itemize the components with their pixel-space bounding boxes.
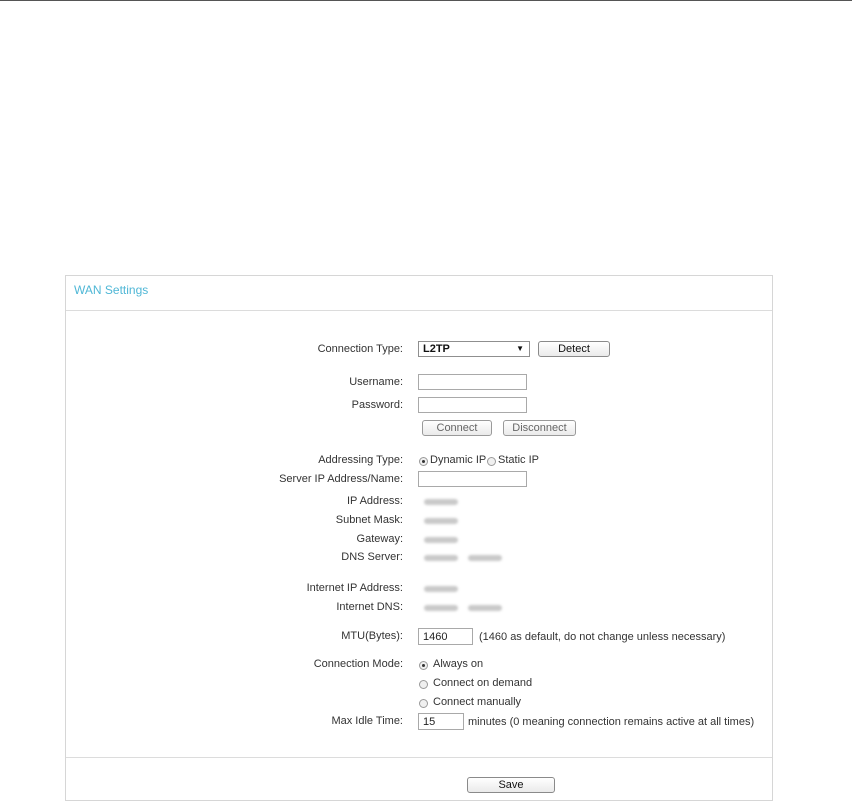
gateway-value-redacted [424,537,458,543]
ip-address-value-redacted [424,499,458,505]
connect-on-demand-label: Connect on demand [433,677,533,689]
internet-primary-dns-redacted [424,605,458,611]
footer-divider [66,757,772,758]
connect-manually-radio[interactable] [419,699,428,708]
always-on-label: Always on [433,658,484,670]
addressing-type-label: Addressing Type: [318,454,403,466]
detect-button[interactable]: Detect [538,341,610,357]
save-button[interactable]: Save [467,777,555,793]
static-ip-label: Static IP [498,454,539,466]
subnet-mask-value-redacted [424,518,458,524]
secondary-dns-value-redacted [468,555,502,561]
connection-mode-label: Connection Mode: [313,658,403,670]
dynamic-ip-label: Dynamic IP [430,454,487,466]
subnet-mask-label: Subnet Mask: [335,514,403,526]
max-idle-time-hint: minutes (0 meaning connection remains active at all times) [468,716,755,728]
connection-type-value: L2TP [423,343,450,355]
disconnect-button[interactable]: Disconnect [503,420,576,436]
connection-type-select[interactable] [418,341,530,357]
username-label: Username: [349,376,403,388]
max-idle-time-label: Max Idle Time: [331,715,403,727]
static-ip-radio[interactable] [487,457,496,466]
internet-secondary-dns-redacted [468,605,502,611]
dynamic-ip-radio[interactable] [419,457,428,466]
ip-address-label: IP Address: [346,495,403,507]
connect-button[interactable]: Connect [422,420,492,436]
dns-server-label: DNS Server: [341,551,403,563]
mtu-label: MTU(Bytes): [341,630,403,642]
primary-dns-value-redacted [424,555,458,561]
header-divider [66,310,772,311]
server-address-field[interactable] [418,471,527,487]
max-idle-time-field[interactable] [418,713,464,730]
internet-ip-label: Internet IP Address: [306,582,403,594]
mtu-hint: (1460 as default, do not change unless necessary) [479,631,726,643]
server-address-label: Server IP Address/Name: [279,473,403,485]
chevron-down-icon: ▼ [516,344,524,353]
password-field[interactable] [418,397,527,413]
top-divider [0,0,852,1]
always-on-radio[interactable] [419,661,428,670]
connect-on-demand-radio[interactable] [419,680,428,689]
connection-type-label: Connection Type: [317,343,403,355]
password-label: Password: [351,399,403,411]
mtu-field[interactable] [418,628,473,645]
username-field[interactable] [418,374,527,390]
internet-ip-value-redacted [424,586,458,592]
gateway-label: Gateway: [356,533,403,545]
panel-title: WAN Settings [74,283,149,297]
wan-settings-panel [65,275,773,801]
internet-dns-label: Internet DNS: [336,601,403,613]
connect-manually-label: Connect manually [433,696,522,708]
